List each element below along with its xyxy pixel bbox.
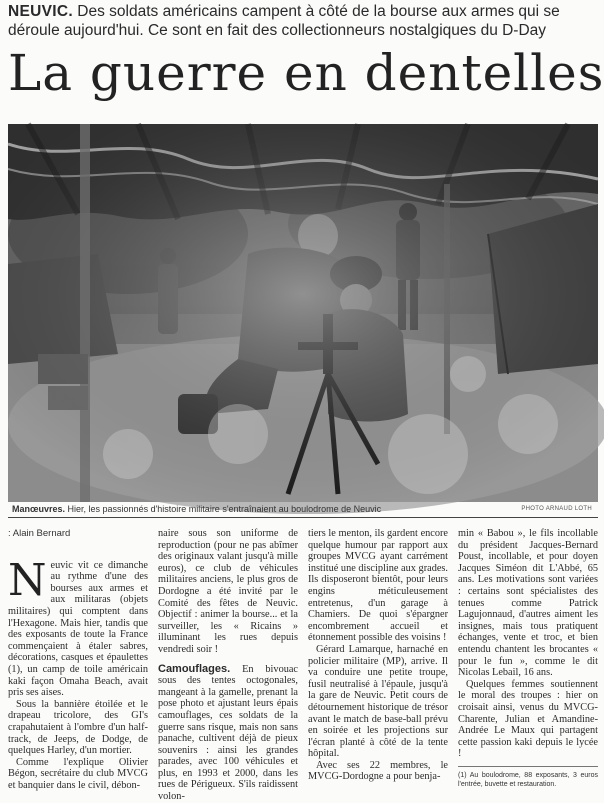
divider-rule <box>8 517 598 518</box>
col1-paragraph: Comme l'explique Olivier Bégon, secrétaire du club MVCG et banquier dans le civil, débon- <box>8 756 148 791</box>
col2-paragraph: naire sous son uniforme de reproduction (pour ne pas abîmer des originaux valant jusqu'à mille euros), ce club de véhicules militaires anciens, le plus gros de Dordogne a été invité par le Comité des fêtes de Neuvic. Objectif : animer la bourse... et la surveiller, les « Ricains » illuminant les rues depuis vendredi soir ! <box>158 528 298 655</box>
column-2 <box>158 528 299 803</box>
photo-credit: PHOTO ARNAUD LOTH <box>521 506 592 512</box>
column-3 <box>308 528 448 786</box>
byline-author: Alain Bernard <box>12 528 71 539</box>
column-1 <box>8 528 148 791</box>
column-4 <box>458 528 598 786</box>
article-kicker <box>8 2 594 40</box>
photo-caption <box>12 504 492 514</box>
byline: : Alain Bernard <box>8 528 71 539</box>
kicker-text: Des soldats américains campent à côté de la bourse aux armes qui se déroule aujourd'hui. Ce sont en fait des collectionneurs nostalgiques du D-Day <box>8 3 560 39</box>
col2-paragraph: En bivouac sous des tentes octogonales, mangeant à la gamelle, prenant la pose photo et ajustant leurs épais camouflages, ces soldats de la guerre sans risque, mais non sans panache, cultivent déjà de pieux souvenirs : ainsi les grandes parades, avec 100 véhicules et plus, en 1993 et 2000, dans les rues de Périgueux. S'ils raidissent volon- <box>158 663 299 803</box>
subhead-camouflages: Camouflages. <box>158 662 231 675</box>
photo-caption-text: Hier, les passionnés d'histoire militaire s'entraînaient au boulodrome de Neuvic <box>67 504 382 514</box>
col4-paragraph: min « Babou », le fils incollable du président Jacques-Bernard Poust, incollable, et pour doyen Jacques Siméon dit L'Abbé, 65 ans. Les motivations sont variées : certains sont spécialistes des tenues comme Patrick Lagujonnaud, d'autres aiment les insignes, mais tous pratiquent échanges, vente et troc, et bien entendu chantent les brocantes « pour le fun », comme le dit Nicolas Lebail, 16 ans. <box>458 528 598 679</box>
col1-paragraph: Sous la bannière étoilée et le drapeau tricolore, des GI's crapahutaient à l'ombre d'un half-track, de Jeeps, de Dodge, de quelques Harley, d'un mortier. <box>8 698 148 757</box>
col3-paragraph: tiers le menton, ils gardent encore quelque humour par rapport aux groupes MVCG ayant carrément institué une discipline aux grades. Ils disposeront bientôt, pour leurs engins méticuleusement entretenus, d'un garage à Chamiers. De quoi s'épargner encombrement accueil et étonnement possible des voisins ! <box>308 528 448 644</box>
drop-cap: N <box>8 554 47 606</box>
article-body <box>8 528 600 803</box>
kicker-place: NEUVIC. <box>8 3 73 20</box>
article-photo <box>8 124 598 502</box>
col3-paragraph: Gérard Lamarque, harnaché en policier militaire (MP), arrive. Il va conduire une petite troupe, fusil neutralisé à l'épaule, jusqu'à la gare de Neuvic. Petit cours de détournement historique de trésor avant le match de base-ball prévu en soirée et les projections sur l'écran planté à côté de la tente hôpital. <box>308 643 448 760</box>
col1-paragraph: euvic vit ce dimanche au rythme d'une des bourses aux armes et aux militaras (objets militaires) qui comptent dans l'Hexagone. Mais hier, tandis que des exposants de toute la France commençaient à étaler sabres, décorations, casques et épaulettes (1), un camp de toile américain kaki façon Omaha Beach, avait pris ses aises. <box>8 559 148 699</box>
photo-caption-label: Manœuvres. <box>12 504 66 514</box>
footnote: (1) Au boulodrome, 88 exposants, 3 euros l'entrée, buvette et restauration. <box>458 766 598 789</box>
headline: La guerre en dentelles <box>8 44 604 102</box>
col3-paragraph: Avec ses 22 membres, le MVCG-Dordogne a pour benja- <box>308 759 448 783</box>
col4-paragraph: Quelques femmes soutiennent le moral des troupes : hier on croisait ainsi, venus du MVCG-Charente, Julian et Amandine-Andrée Le Maux qui partagent cette passion kaki depuis le lycée ! <box>458 678 598 760</box>
